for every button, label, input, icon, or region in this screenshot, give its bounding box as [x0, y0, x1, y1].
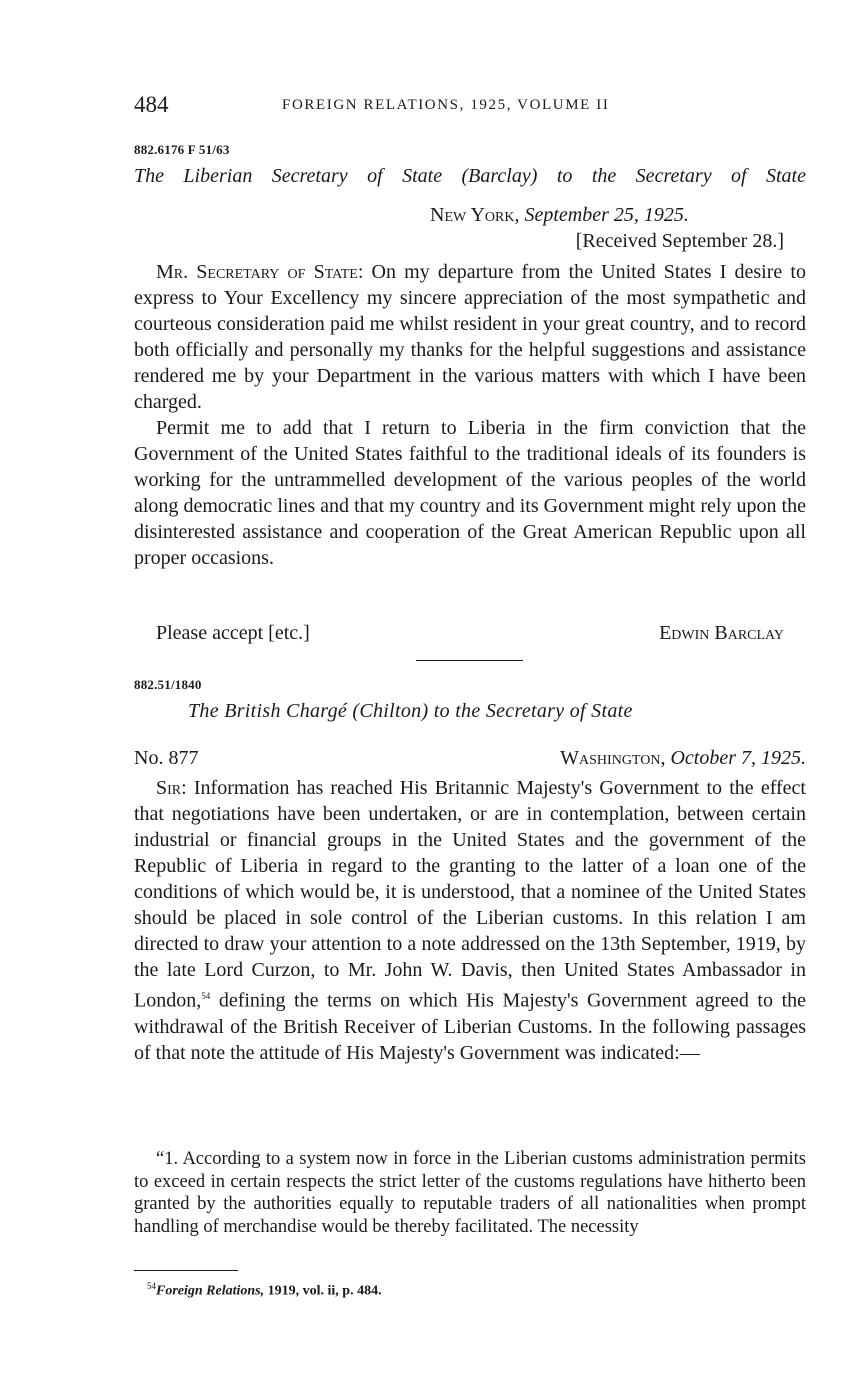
dateline	[430, 204, 689, 227]
letter-body	[134, 775, 806, 1066]
dateline	[560, 747, 806, 770]
footnote-reference: 54	[201, 991, 211, 1001]
footnote-divider	[134, 1270, 238, 1271]
dateline-place: Washington,	[560, 747, 666, 769]
file-number: 882.6176 F 51/63	[134, 142, 230, 157]
letter-paragraph: Mr. Secretary of State: On my departure from the United States I desire to express to Your Excellency my sincere appreciation of the most sympathetic and courteous consideration paid me whilst resident in your great country, and to record both officially and personally my thanks for the helpful suggestions and assistance rendered me by your Department in the various matters with which I have been charged.	[134, 261, 806, 413]
letter-paragraph: Permit me to add that I return to Liberia in the firm conviction that the Government of the United States faithful to the traditional ideals of its founders is working for the untrammelled development of the various peoples of the world along democratic lines and that my country and its Government might rely upon the disinterested assistance and cooperation of the Great American Republic upon all proper occasions.	[134, 417, 806, 569]
block-quote	[134, 1148, 806, 1238]
section-divider	[416, 660, 523, 661]
quote-paragraph: “1. According to a system now in force in the Liberian customs administration permits to exceed in certain respects the strict letter of the customs regulations have hitherto been granted by the authorities equally to reputable traders of all nationalities when prompt handling of merchandise would be thereby facilitated. The necessity	[134, 1149, 806, 1237]
file-number: 882.51/1840	[134, 677, 202, 692]
dateline-date: September 25, 1925.	[524, 204, 689, 226]
document-title: The British Chargé (Chilton) to the Secretary of State	[188, 700, 633, 722]
footnote-marker: 54	[147, 1281, 156, 1291]
letter-paragraph: Sir: Information has reached His Britannic Majesty's Government to the effect that negotiations have been undertaken, or are in contemplation, between certain industrial or financial groups in the United States and the government of the Republic of Liberia in regard to the granting to the latter of a loan one of the conditions of which would be, it is understood, that a nominee of the United States should be placed in sole control of the Liberian customs. In this relation I am directed to draw your attention to a note addressed on the 13th September, 1919, by the late Lord Curzon, to Mr. John W. Davis, then United States Ambassador in London,$^{54}$ defining the terms on which His Majesty's Government agreed to the withdrawal of the British Receiver of Liberian Customs. In the following passages of that note the attitude of His Majesty's Government was indicated:—	[134, 777, 806, 1064]
footnote	[147, 1281, 382, 1300]
dateline-date: October 7, 1925.	[670, 747, 806, 769]
document-title: The Liberian Secretary of State (Barclay) to the Secretary of State	[134, 165, 806, 187]
running-title: FOREIGN RELATIONS, 1925, VOLUME II	[282, 97, 610, 113]
dateline-place: New York,	[430, 204, 520, 226]
salutation: Sir:	[156, 777, 187, 799]
footnote-source: Foreign Relations,	[156, 1283, 265, 1299]
closing: Please accept [etc.]	[156, 622, 310, 644]
dispatch-number: No. 877	[134, 747, 199, 769]
page-number: 484	[134, 92, 169, 117]
signature: Edwin Barclay	[659, 622, 784, 644]
salutation: Mr. Secretary of State:	[156, 261, 364, 283]
received-note: [Received September 28.]	[575, 230, 784, 252]
letter-body	[134, 259, 806, 571]
footnote-citation: 1919, vol. ii, p. 484.	[264, 1283, 382, 1299]
